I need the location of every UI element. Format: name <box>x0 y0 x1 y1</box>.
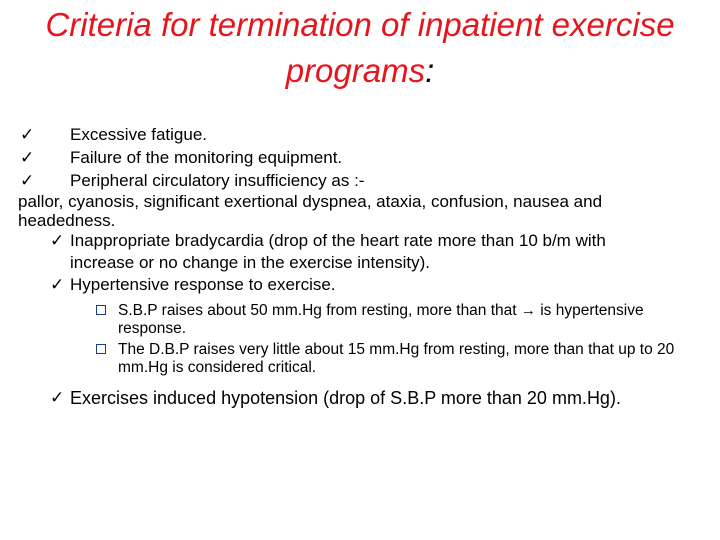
checkmark-icon: ✓ <box>20 148 35 167</box>
plain-paragraph: pallor, cyanosis, significant exertional dyspnea, ataxia, confusion, nausea and headedness. <box>18 192 603 230</box>
list-item <box>18 274 698 296</box>
square-bullet-icon <box>96 305 106 315</box>
checkmark-icon: ✓ <box>20 125 35 144</box>
list-item <box>18 147 698 169</box>
list-item-text: Hypertensive response to exercise. <box>70 275 336 294</box>
list-item-text: Failure of the monitoring equipment. <box>70 148 343 167</box>
sub-item-text: is hypertensive response. <box>118 302 644 337</box>
checkmark-icon: ✓ <box>20 171 35 190</box>
list-item <box>18 124 698 146</box>
list-item-text: Inappropriate bradycardia (drop of the heart rate more than 10 b/m with increase or no change in the exercise intensity). <box>70 231 606 272</box>
title-main: Criteria for termination of inpatient exercise programs <box>45 6 675 89</box>
arrow-right-icon: → <box>520 302 536 319</box>
sub-list-item <box>18 302 698 338</box>
list-item <box>18 170 698 192</box>
title-colon: : <box>425 52 435 89</box>
content-body <box>18 124 698 410</box>
slide-title <box>20 2 700 94</box>
list-item-text: Peripheral circulatory insufficiency as :- <box>70 171 365 190</box>
checkmark-icon: ✓ <box>50 275 65 294</box>
square-bullet-icon <box>96 344 106 354</box>
sub-item-text: S.B.P raises about 50 mm.Hg from resting, more than that <box>118 302 517 319</box>
sub-list-item <box>18 341 698 377</box>
checkmark-icon: ✓ <box>50 231 65 250</box>
list-item <box>18 387 698 410</box>
checkmark-icon: ✓ <box>50 388 65 407</box>
list-item-text: Exercises induced hypotension (drop of S.B.P more than 20 mm.Hg). <box>70 388 621 408</box>
list-item <box>18 230 698 274</box>
sub-item-text: The D.B.P raises very little about 15 mm.Hg from resting, more than that up to 20 mm.Hg is considered critical. <box>118 341 675 376</box>
list-item-text: Excessive fatigue. <box>70 125 208 144</box>
